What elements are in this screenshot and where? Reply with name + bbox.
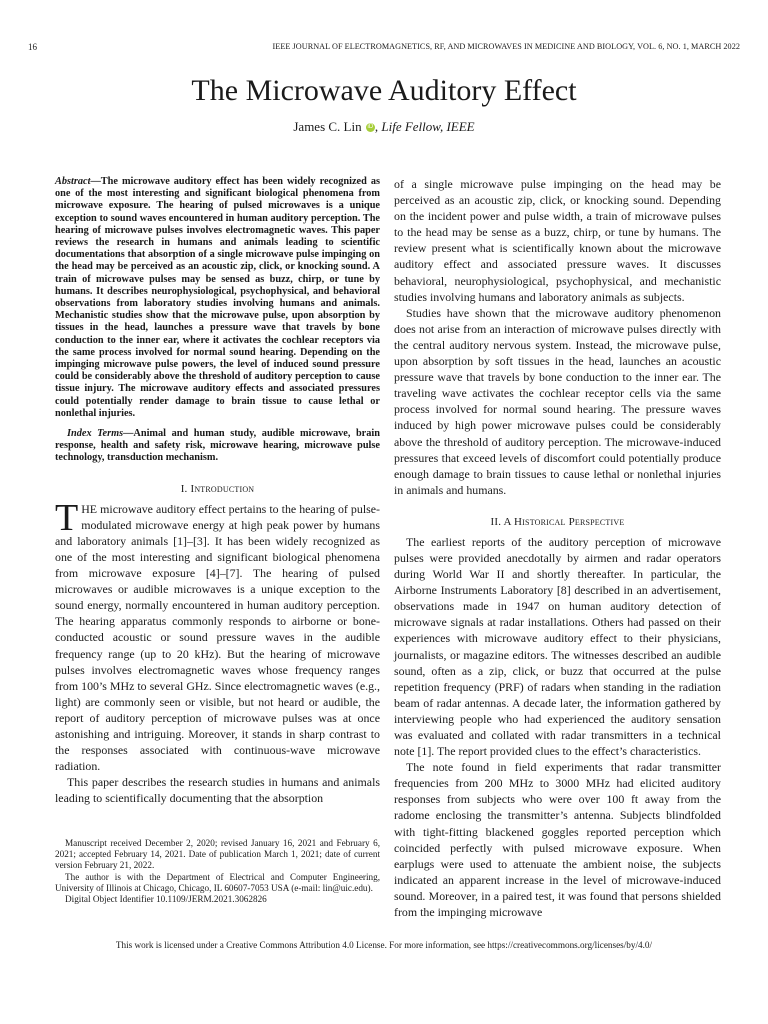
page-number: 16 (28, 42, 37, 52)
index-terms-label: Index Terms (67, 428, 124, 440)
section-heading-introduction: I. Introduction (180, 482, 255, 495)
abstract (55, 176, 380, 420)
history-paragraph-2: The note found in field experiments that radar transmitter frequencies from 200 MHz to 3000 MHz had elicited auditory responses from subjects who were over 100 ft away from the radome enclosing the transmitter’s antenna. Subjects blindfolded with tight-fitting blackened goggles reported perception which coincided perfectly with pulsed microwave exposure. When earplugs were used to attenuate the ambient noise, the subjects indicated an apparent increase in the level of microwave-induced sound. Moreover, in a paired test, it was found that persons shielded from the impinging microwave (394, 760, 721, 920)
index-terms-text: —Animal and human study, audible microwave, brain response, health and safety risk, microwave hearing, microwave pulse technology, transduction mechanism. (55, 428, 380, 464)
abstract-text: —The microwave auditory effect has been widely recognized as one of the most interesting and significant biological phenomena from microwave exposure. The hearing of pulsed microwaves is a unique exception to sound waves encountered in human auditory perception. The hearing of microwave pulses involves electromagnetic waves. This paper reviews the research in humans and animals leading to scientific documentations that absorption of a single microwave pulse impinging on the head may be perceived as an acoustic zip, click, or knocking sound. A train of microwave pulses may be sensed as buzz, chirp, or tune by humans. It describes neurophysiological, psychophysical, and behavioral observations from laboratory studies involving humans and animals. Mechanistic studies show that the microwave pulse, upon absorption by tissues in the head, launches a pressure wave that travels by bone conduction to the inner ear, where it activates the cochlear receptors via the same process involved for normal sound hearing. Depending on the impinging microwave pulse powers, the level of induced sound pressure could be considerably above the threshold of auditory perception to cause tissue injury. The microwave auditory effects and associated pressures could potentially render damage to brain tissue to cause lethal or nonlethal injuries. (55, 176, 380, 419)
journal-header: IEEE JOURNAL OF ELECTROMAGNETICS, RF, AND MICROWAVES IN MEDICINE AND BIOLOGY, VOL. 6, NO. 1, MARCH 2022 (272, 42, 740, 51)
footnote-doi: Digital Object Identifier 10.1109/JERM.2021.3062826 (65, 894, 267, 905)
intro-paragraph-2: This paper describes the research studies in humans and animals leading to scientifically documenting that the absorption (55, 775, 380, 806)
author-role: Life Fellow, IEEE (381, 119, 475, 134)
right-paragraph-1: of a single microwave pulse impinging on the head may be perceived as an acoustic zip, click, or knocking sound. Depending on the incident power and pulse width, a train of microwave pulses to the head may be sense as a buzz, chirp, or tune by humans. The review present what is scientifically known about the microwave auditory effect and associated pressure waves. It discusses behavioral, neurophysiological, psychophysical, and mechanistic studies involving humans and laboratory animals as subjects. (394, 177, 721, 304)
dropcap: T (55, 496, 79, 539)
right-paragraph-2: Studies have shown that the microwave auditory phenomenon does not arise from an interaction of microwave pulses directly with the central auditory nervous system. Instead, the microwave pulse, upon absorption by soft tissues in the head, launches an acoustic pressure wave that travels by bone conduction to the inner ear. The traveling wave activates the cochlear receptor cells via the same process involved for normal sound hearing. The pressure waves induced by high power microwave pulses could be considerably above the threshold of auditory perception. The microwave-induced pressures that exceed levels of discomfort could potentially produce enough damage to brain tissues to cause lethal or nonlethal injuries in animals and humans. (394, 305, 721, 497)
footnote-manuscript: Manuscript received December 2, 2020; revised January 16, 2021 and February 6, 2021; accepted February 14, 2021. Date of publication March 1, 2021; date of current version February 21, 2022. (55, 838, 380, 871)
orcid-icon[interactable]: iD (367, 124, 374, 130)
author-line (0, 119, 768, 135)
left-column (55, 176, 380, 806)
intro-paragraph-1 (55, 496, 380, 775)
footnote-affiliation: The author is with the Department of Electrical and Computer Engineering, University of Illinois at Chicago, Chicago, IL 60607-7053 USA (e-mail: lin@uic.edu). (55, 871, 380, 893)
paper-title: The Microwave Auditory Effect (191, 74, 577, 107)
right-column (394, 176, 721, 920)
abstract-label: Abstract (55, 176, 91, 187)
author-role-separator: , (374, 119, 379, 134)
index-terms (55, 428, 380, 465)
author-name: James C. Lin (293, 119, 362, 134)
history-paragraph-1: The earliest reports of the auditory perception of microwave pulses were provided anecdotally by airmen and radar operators during World War II and shortly thereafter. In particular, the Airborne Instruments Laboratory [8] described in an advertisement, observations made in 1947 on human auditory detection of microwave signals at radar installations. Others had passed on their experiences with microwave auditory effect to their physicians, journalists, or magazine editors. The witnesses described an audible sound, often as a zip, click, or buzz that occurred at the pulse repetition frequency (PRF) of radars when standing in the radiation beam of radar antennas. A decade later, the information gathered by interviewing people who had experienced the auditory sensation was evaluated and collated with radar transmitters in a technical note [1]. The report provided clues to the effect’s characteristics. (394, 534, 721, 759)
footnotes (55, 838, 380, 905)
intro-paragraph-1-text: HE microwave auditory effect pertains to the hearing of pulse-modulated microwave energy at high peak power by humans and laboratory animals [1]–[3]. It has been widely recognized as one of the most interesting and significant biological phenomena from microwave exposure [4]–[7]. The hearing of pulsed microwaves or audible microwaves is a unique exception to the sound energy, normally encountered in human auditory perception. The hearing apparatus commonly responds to airborne or bone-conducted acoustic or sound pressure waves in the audible frequency range (up to 20 kHz). But the hearing of microwave pulses involves electromagnetic waves whose frequency ranges from 100’s MHz to several GHz. Since electromagnetic waves (e.g., light) are commonly seen or visible, but not heard or audible, the report of auditory perception of microwave pulses was at once astonishing and intriguing. Moreover, it stands in sharp contrast to the responses associated with continuous-wave microwave radiation. (55, 501, 380, 774)
license-notice: This work is licensed under a Creative Commons Attribution 4.0 License. For more information, see https://creativecommons.org/licenses/by/4.0/ (115, 940, 653, 950)
section-heading-history: II. A Historical Perspective (490, 515, 625, 528)
